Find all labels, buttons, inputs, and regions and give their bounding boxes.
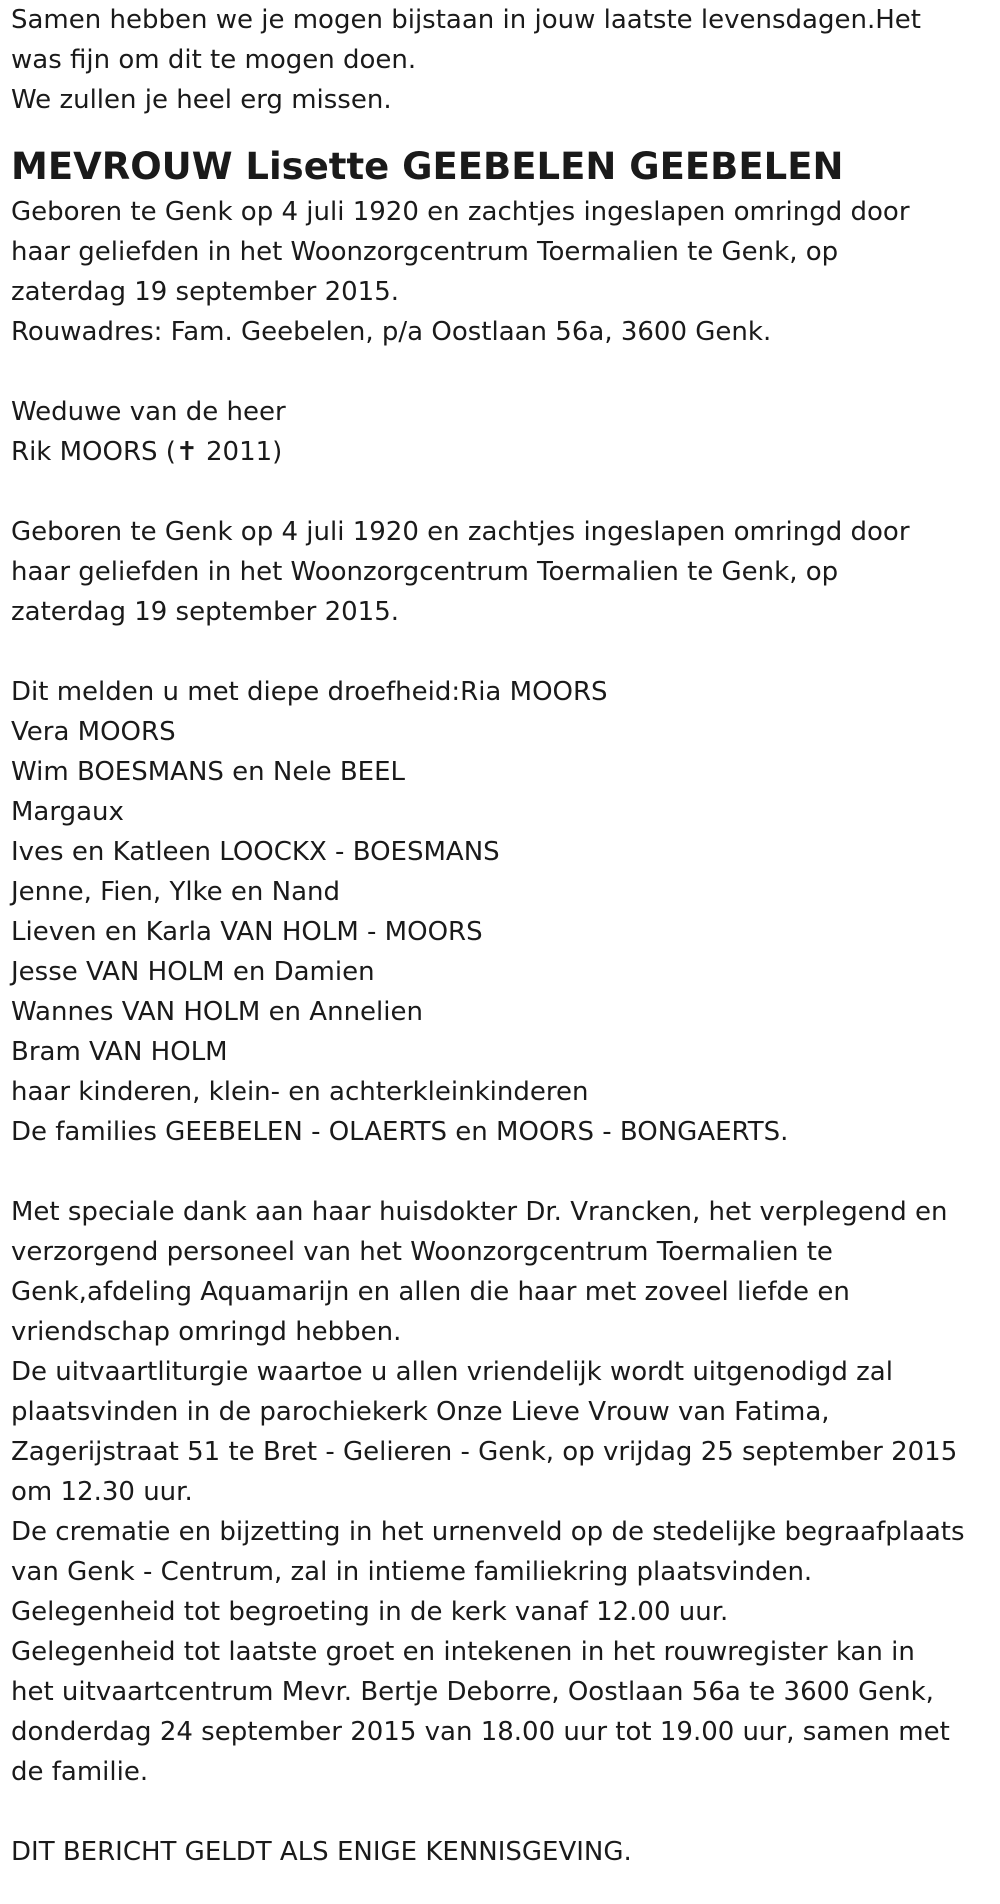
late-husband-name: Rik MOORS ( (11, 437, 176, 467)
late-husband-line (11, 432, 1000, 472)
deceased-name-heading: MEVROUW Lisette GEEBELEN GEEBELEN (11, 145, 844, 188)
family-line: Wannes VAN HOLM en Annelien (11, 997, 423, 1027)
details-line: het uitvaartcentrum Mevr. Bertje Deborre, Oostlaan 56a te 3600 Genk, (11, 1677, 934, 1707)
family-line: Ives en Katleen LOOCKX - BOESMANS (11, 837, 500, 867)
intro-line: was fijn om dit te mogen doen. (11, 45, 417, 75)
birth-line: zaterdag 19 september 2015. (11, 597, 400, 627)
family-line: Wim BOESMANS en Nele BEEL (11, 757, 406, 787)
details-line: verzorgend personeel van het Woonzorgcentrum Toermalien te (11, 1237, 833, 1267)
spacer (11, 352, 1000, 392)
widow-line: Weduwe van de heer (11, 397, 286, 427)
spacer (11, 120, 1000, 136)
family-line: De families GEEBELEN - OLAERTS en MOORS - BONGAERTS. (11, 1117, 789, 1147)
birth-line: Geboren te Genk op 4 juli 1920 en zachtjes ingeslapen omringd door (11, 517, 910, 547)
family-line: Margaux (11, 797, 124, 827)
details-line: van Genk - Centrum, zal in intieme familiekring plaatsvinden. (11, 1557, 813, 1587)
widow-paragraph (11, 392, 1000, 472)
family-line: haar kinderen, klein- en achterkleinkinderen (11, 1077, 589, 1107)
family-list (11, 672, 1000, 1152)
intro-line: We zullen je heel erg missen. (11, 85, 392, 115)
spacer (11, 1792, 1000, 1832)
details-line: de familie. (11, 1757, 149, 1787)
details-line: De uitvaartliturgie waartoe u allen vriendelijk wordt uitgenodigd zal (11, 1357, 893, 1387)
details-line: Zagerijstraat 51 te Bret - Gelieren - Genk, op vrijdag 25 september 2015 (11, 1437, 958, 1467)
intro-line: Samen hebben we je mogen bijstaan in jouw laatste levensdagen.Het (11, 5, 921, 35)
birth-line: haar geliefden in het Woonzorgcentrum Toermalien te Genk, op (11, 237, 839, 267)
family-line: Dit melden u met diepe droefheid:Ria MOORS (11, 677, 608, 707)
birth-line: Geboren te Genk op 4 juli 1920 en zachtjes ingeslapen omringd door (11, 197, 910, 227)
family-line: Lieven en Karla VAN HOLM - MOORS (11, 917, 483, 947)
birth-paragraph (11, 192, 1000, 352)
birth-line: haar geliefden in het Woonzorgcentrum Toermalien te Genk, op (11, 557, 839, 587)
birth-paragraph-repeat (11, 512, 1000, 632)
spacer (11, 632, 1000, 672)
details-line: Met speciale dank aan haar huisdokter Dr. Vrancken, het verplegend en (11, 1197, 948, 1227)
details-paragraph (11, 1192, 1000, 1792)
details-line: vriendschap omringd hebben. (11, 1317, 402, 1347)
family-line: Jesse VAN HOLM en Damien (11, 957, 375, 987)
details-line: De crematie en bijzetting in het urnenveld op de stedelijke begraafplaats (11, 1517, 965, 1547)
spacer (11, 472, 1000, 512)
cross-icon: ✝ (175, 437, 198, 467)
family-line: Bram VAN HOLM (11, 1037, 228, 1067)
details-line: Genk,afdeling Aquamarijn en allen die haar met zoveel liefde en (11, 1277, 850, 1307)
details-line: Gelegenheid tot laatste groet en intekenen in het rouwregister kan in (11, 1637, 915, 1667)
mourning-address: Rouwadres: Fam. Geebelen, p/a Oostlaan 56a, 3600 Genk. (11, 317, 772, 347)
intro-paragraph (11, 0, 1000, 120)
late-husband-year: 2011) (197, 437, 283, 467)
spacer (11, 1152, 1000, 1192)
family-line: Jenne, Fien, Ylke en Nand (11, 877, 341, 907)
details-line: Gelegenheid tot begroeting in de kerk vanaf 12.00 uur. (11, 1597, 729, 1627)
details-line: donderdag 24 september 2015 van 18.00 uur tot 19.00 uur, samen met (11, 1717, 950, 1747)
details-line: plaatsvinden in de parochiekerk Onze Lieve Vrouw van Fatima, (11, 1397, 830, 1427)
closing-notice: DIT BERICHT GELDT ALS ENIGE KENNISGEVING. (11, 1837, 632, 1867)
details-line: om 12.30 uur. (11, 1477, 193, 1507)
birth-line: zaterdag 19 september 2015. (11, 277, 400, 307)
family-line: Vera MOORS (11, 717, 176, 747)
